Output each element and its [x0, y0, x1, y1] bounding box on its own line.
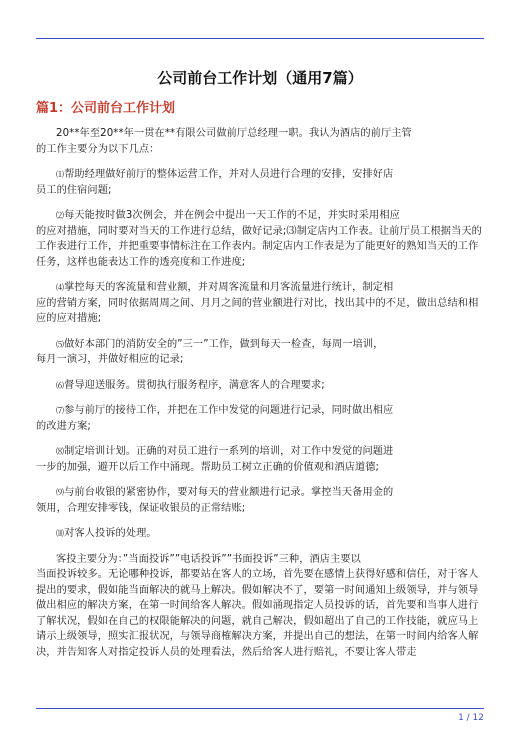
- item-continuation: 的应对措施，同时要对当天的工作进行总结，做好记录;⑶制定店内工作表。让前厅员工根据当天的工作表进行工作，并把重要事情标注在工作表内。制定店内工作表是为了能更好的熟知当天的工作任务，这样也能表达工作的透亮度和工作进度;: [36, 225, 482, 268]
- complaint-paragraph: [36, 552, 484, 661]
- item-text: 做好本部门的消防安全的”三一”工作，做到每天一检查，每周一培训，: [64, 338, 384, 350]
- item-text: 掌控每天的客流量和营业额，并对周客流量和月客流量进行统计，制定相: [64, 282, 394, 293]
- item-number: ⑽: [56, 529, 65, 538]
- list-item: [36, 485, 484, 516]
- document-title: 公司前台工作计划（通用7篇）: [157, 69, 363, 87]
- item-continuation: 领用，合理安排零钱，保证收银员的正常结账;: [36, 502, 246, 514]
- item-continuation: 一步的加强，避开以后工作中涌现。帮助员工树立正确的价值观和酒店道德;: [36, 461, 380, 473]
- item-text: 督导迎送服务。贯彻执行服务程序，满意客人的合理要求;: [64, 379, 325, 391]
- item-text: 制定培训计划。正确的对员工进行一系列的培训，对工作中发觉的问题进: [64, 446, 394, 457]
- list-item: [36, 208, 484, 270]
- item-number: ⑹: [56, 380, 65, 390]
- section-heading: 篇1：公司前台工作计划: [36, 101, 176, 116]
- item-continuation: 的改进方案;: [36, 420, 91, 432]
- item-text: 对客人投诉的处理。: [64, 528, 157, 539]
- item-number: ⑻: [56, 447, 65, 456]
- item-continuation: 每月一演习，并做好相应的记录;: [36, 354, 184, 365]
- footer-rule: [36, 708, 484, 709]
- item-list: [36, 167, 484, 542]
- list-item: [36, 378, 484, 394]
- list-item: [36, 167, 484, 198]
- item-number: ⑴: [56, 170, 65, 179]
- complaint-line-1: 客投主要分为：”当面投诉””电话投诉””书面投诉”三种，酒店主要以: [56, 553, 361, 565]
- item-text: 参与前厅的接待工作，并把在工作中发觉的问题进行记录，同时做出相应: [64, 405, 394, 416]
- item-number: ⑼: [56, 488, 65, 497]
- intro-line-1: 20**年至20**年一贯在**有限公司做前厅总经理一职。我认为酒店的前厅主管: [56, 128, 412, 139]
- item-text: 每天能按时做3次例会，并在例会中提出一天工作的不足，并实时采用相应: [64, 210, 400, 221]
- intro-paragraph: [36, 126, 484, 157]
- item-text: 帮助经理做好前厅的整体运营工作，并对人员进行合理的安排，安排好店: [64, 169, 394, 180]
- item-number: ⑵: [56, 211, 65, 220]
- complaint-continuation: 当面投诉较多。无论哪种投诉，都要站在客人的立场，首先要在感情上获得好感和信任，对于客人提出的要求，假如能当面解决的就马上解决。假如解决不了，要第一时间通知上级领导，并与领导做出相应的解决方案，在第一时间给客人解决。假如涌现指定人员投诉的话，首先要和当事人进行了解状况，假如在自己的权限能解决的问题，就自己解决，假如超出了自己的工作技能，就应马上请示上级领导，照实汇报状况，与领导商榷解决方案，并提出自己的想法，在第一时间内给客人解决，并告知客人对指定投诉人员的处理看法，然后给客人进行赔礼，不要让客人带走: [36, 569, 479, 658]
- list-item: [36, 280, 484, 327]
- item-continuation: 应的营销方案，同时依据周周之间、月月之间的营业额进行对比，找出其中的不足，做出总结和相应的应对措施;: [36, 297, 479, 324]
- item-number: ⑸: [56, 339, 65, 349]
- page-number: 1 / 12: [458, 713, 484, 723]
- item-text: 与前台收银的紧密协作，要对每天的营业额进行记录。掌控当天备用金的: [64, 487, 394, 498]
- item-number: ⑺: [56, 406, 65, 415]
- list-item: [36, 337, 484, 368]
- item-continuation: 员工的住宿问题;: [36, 184, 112, 196]
- list-item: [36, 526, 484, 542]
- list-item: [36, 444, 484, 475]
- intro-line-2: 的工作主要分为以下几点：: [36, 143, 160, 155]
- item-number: ⑷: [56, 283, 65, 292]
- list-item: [36, 403, 484, 434]
- document-body: [36, 126, 484, 670]
- header-rule: [36, 38, 484, 39]
